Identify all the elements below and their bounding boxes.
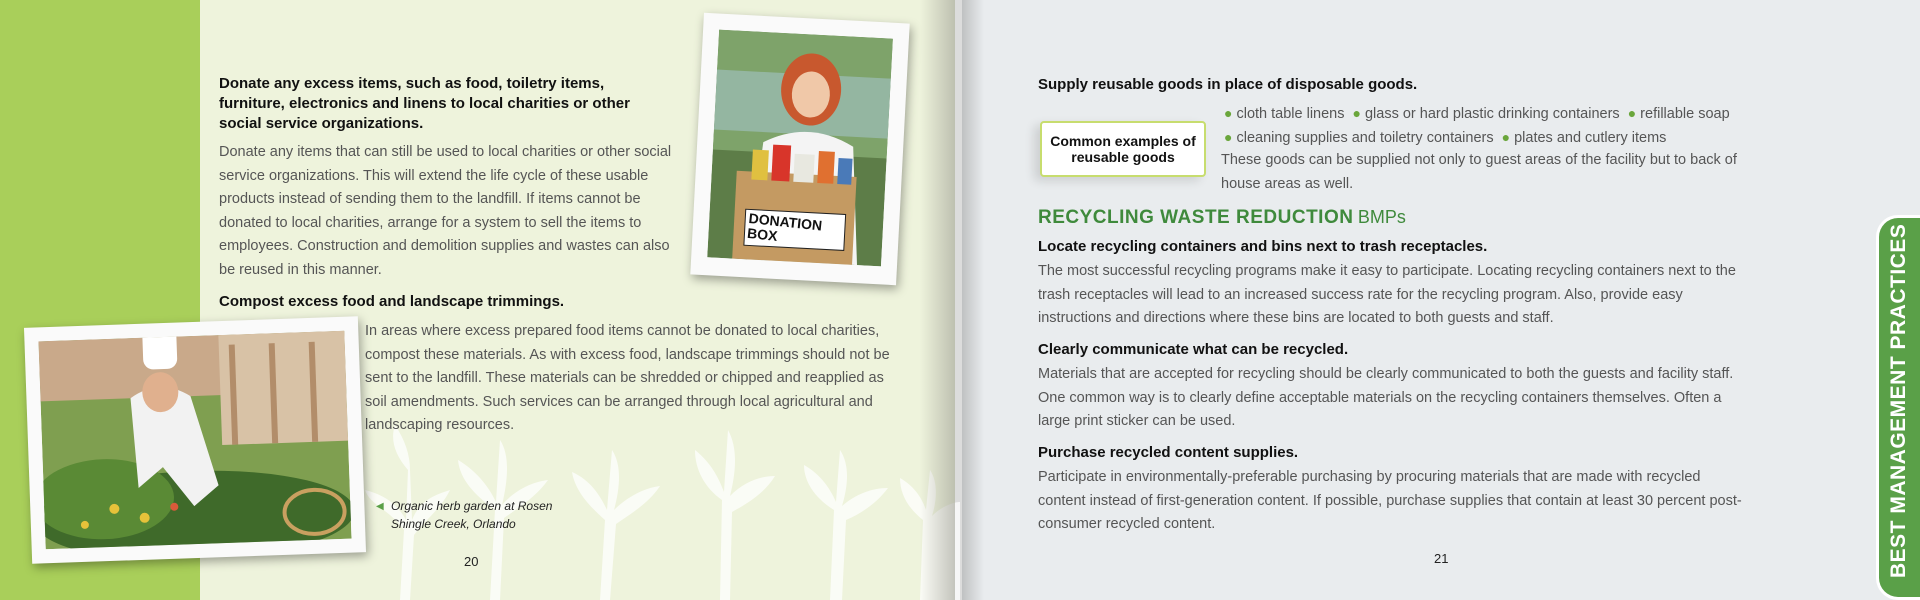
bullet-icon: ● [1224,129,1233,145]
reusable-item: cleaning supplies and toiletry containers [1236,130,1494,146]
bullet-icon: ● [1352,105,1361,121]
chef-photo-frame [24,316,366,564]
bullet-icon: ● [1224,105,1233,121]
bullet-icon: ● [1501,129,1511,145]
donation-photo-frame [690,13,909,285]
caption-arrow-icon: ◀ [376,501,384,512]
herb-garden-photo [38,331,351,550]
section-title-light: BMPs [1357,207,1406,227]
section-title-bold: RECYCLING WASTE REDUCTION [1038,207,1354,228]
compost-heading: Compost excess food and landscape trimmings. [219,293,565,310]
section-side-tab [1876,215,1920,600]
communicate-body: Materials that are accepted for recycling should be clearly communicated to both the guests and facility staff. One common way is to clearly define acceptable materials on the recycling containers themselves. Often a large print sticker can be used. [1038,366,1734,429]
reusable-callout: Common examples of reusable goods [1040,121,1206,177]
side-tab-label: BEST MANAGEMENT PRACTICES [1887,223,1910,578]
compost-body: In areas where excess prepared food items cannot be donated to local charities, compost these materials. As with excess food, landscape trimmings should not be sent to the landfill. These materials can be shredded or chipped and reapplied as soil amendments. Such services can be arranged through local agricultural and landscaping resources. [365,323,890,433]
purchase-body: Participate in environmentally-preferable purchasing by procuring materials that are made with recycled content instead of first-generation content. If possible, purchase supplies that contain at least 30 percent post-consumer recycled content. [1038,469,1742,532]
reusable-item: refillable soap [1640,106,1730,122]
section-title [1038,207,1406,229]
reusable-note: These goods can be supplied not only to guest areas of the facility but to back of house areas as well. [1221,152,1737,192]
photo-caption: Organic herb garden at Rosen Shingle Creek, Orlando [391,499,553,531]
reusable-item: glass or hard plastic drinking containers [1364,106,1620,122]
donate-body: Donate any items that can still be used to local charities or other social service organizations. This will extend the life cycle of these usable products instead of sending them to the landfill. If items cannot be donated to local charities, arrange for a system to sell the items to employees. Construction and demolition supplies and wastes can also be reused in this manner. [219,144,672,278]
right-fold-shadow [962,0,984,600]
locate-body: The most successful recycling programs make it easy to participate. Locating recycling containers next to the trash receptacles will lead to an increased success rate for the recycling program. Also, provide easy instructions and directions where these bins are located to both guests and staff. [1038,263,1736,326]
page-fold-shadow [920,0,955,600]
reusable-items-line-1 [1220,102,1730,126]
reusable-item: cloth table linens [1236,106,1345,122]
left-page-number: 20 [464,554,479,569]
reusable-items-line-2 [1220,126,1666,150]
locate-heading: Locate recycling containers and bins next to trash receptacles. [1038,238,1488,255]
reusable-item: plates and cutlery items [1514,130,1667,146]
bullet-icon: ● [1627,105,1637,121]
purchase-heading: Purchase recycled content supplies. [1038,444,1299,461]
right-page-number: 21 [1434,551,1449,566]
reusable-heading: Supply reusable goods in place of disposable goods. [1038,76,1418,93]
donate-heading: Donate any excess items, such as food, toiletry items, furniture, electronics and linens to local charities or other social service organizations. [219,75,630,132]
donation-box-label: DONATION BOX [746,209,823,244]
communicate-heading: Clearly communicate what can be recycled. [1038,341,1349,358]
